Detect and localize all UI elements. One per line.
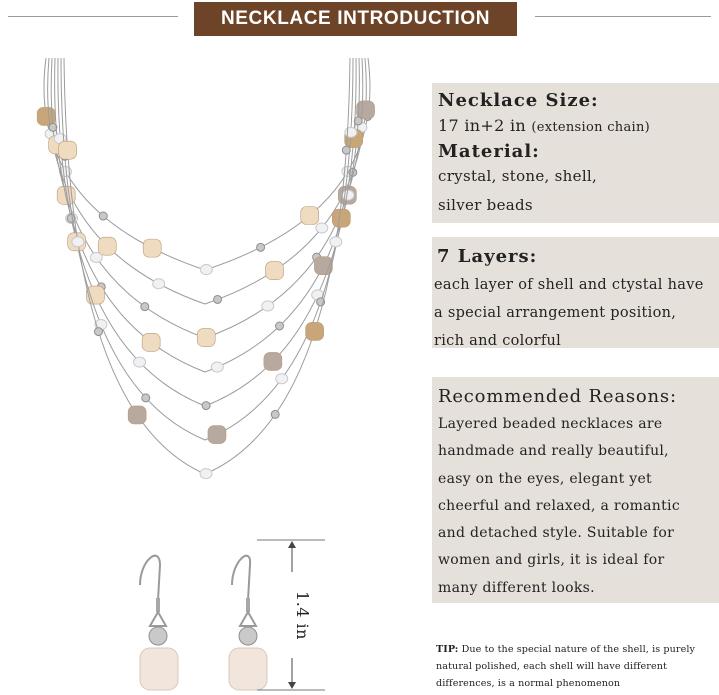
crystal-bead <box>262 301 274 311</box>
necklace-image <box>37 58 374 479</box>
page-title: NECKLACE INTRODUCTION <box>194 2 517 36</box>
shell-bead <box>98 237 116 255</box>
shell-bead <box>301 206 319 224</box>
earring-right <box>229 556 267 690</box>
reasons-line: and detached style. Suitable for <box>438 525 675 542</box>
shell-bead <box>332 209 350 227</box>
silver-bead <box>214 295 222 303</box>
shell-bead <box>306 322 324 340</box>
layers-panel <box>432 237 719 348</box>
material-label: Material: <box>438 141 540 162</box>
reasons-line: Layered beaded necklaces are <box>438 416 663 432</box>
silver-bead <box>142 394 150 402</box>
crystal-bead <box>72 237 84 247</box>
earring-left <box>140 556 178 690</box>
tip-label: TIP: <box>436 644 459 655</box>
material-line: crystal, stone, shell, <box>438 167 598 185</box>
shell-bead <box>86 286 104 304</box>
crystal-bead <box>134 357 146 367</box>
necklace-strand <box>58 58 356 406</box>
silver-bead <box>276 322 284 330</box>
silver-bead <box>257 243 265 251</box>
shell-bead <box>128 406 146 424</box>
crystal-bead <box>211 362 223 372</box>
tip-note <box>436 641 716 692</box>
silver-bead <box>141 303 149 311</box>
tip-text: Due to the special nature of the shell, is purely natural polished, each shell will have different differences, is a normal phenomenon <box>436 644 696 689</box>
layers-line: a special arrangement position, <box>434 305 677 321</box>
crystal-bead <box>200 469 212 479</box>
silver-bead <box>99 212 107 220</box>
silver-bead <box>202 402 210 410</box>
crystal-bead <box>316 223 328 233</box>
silver-bead <box>94 328 102 336</box>
layers-line: each layer of shell and ctystal have <box>434 277 704 293</box>
crystal-bead <box>90 253 102 263</box>
layers-line: rich and colorful <box>434 333 562 349</box>
reasons-line: handmade and really beautiful, <box>438 443 669 460</box>
material-line: silver beads <box>438 196 533 214</box>
shell-bead <box>143 239 161 257</box>
shell-bead <box>142 333 160 351</box>
crystal-bead <box>153 279 165 289</box>
shell-bead <box>264 352 282 370</box>
reasons-line: cheerful and relaxed, a romantic <box>438 497 680 514</box>
crystal-bead <box>276 374 288 384</box>
recommended-reasons-panel <box>432 377 719 603</box>
necklace-strand <box>44 58 370 270</box>
reasons-line: many different looks. <box>438 579 595 596</box>
reasons-line: easy on the eyes, elegant yet <box>438 470 652 487</box>
shell-bead <box>208 426 226 444</box>
shell-bead <box>59 141 77 159</box>
shell-bead <box>197 329 215 347</box>
silver-bead <box>342 146 350 154</box>
crystal-bead <box>345 127 357 137</box>
necklace-size-label: Necklace Size: <box>438 90 599 111</box>
crystal-bead <box>200 265 212 275</box>
crystal-bead <box>330 237 342 247</box>
layers-title: 7 Layers: <box>437 246 538 267</box>
reasons-title: Recommended Reasons: <box>438 386 677 407</box>
earring-length-label: 1.4 in <box>292 590 312 640</box>
shell-bead <box>266 262 284 280</box>
reasons-line: women and girls, it is ideal for <box>438 552 665 569</box>
size-material-panel <box>432 83 719 223</box>
necklace-size-value: 17 in+2 in (extension chain) <box>438 116 651 135</box>
silver-bead <box>271 410 279 418</box>
